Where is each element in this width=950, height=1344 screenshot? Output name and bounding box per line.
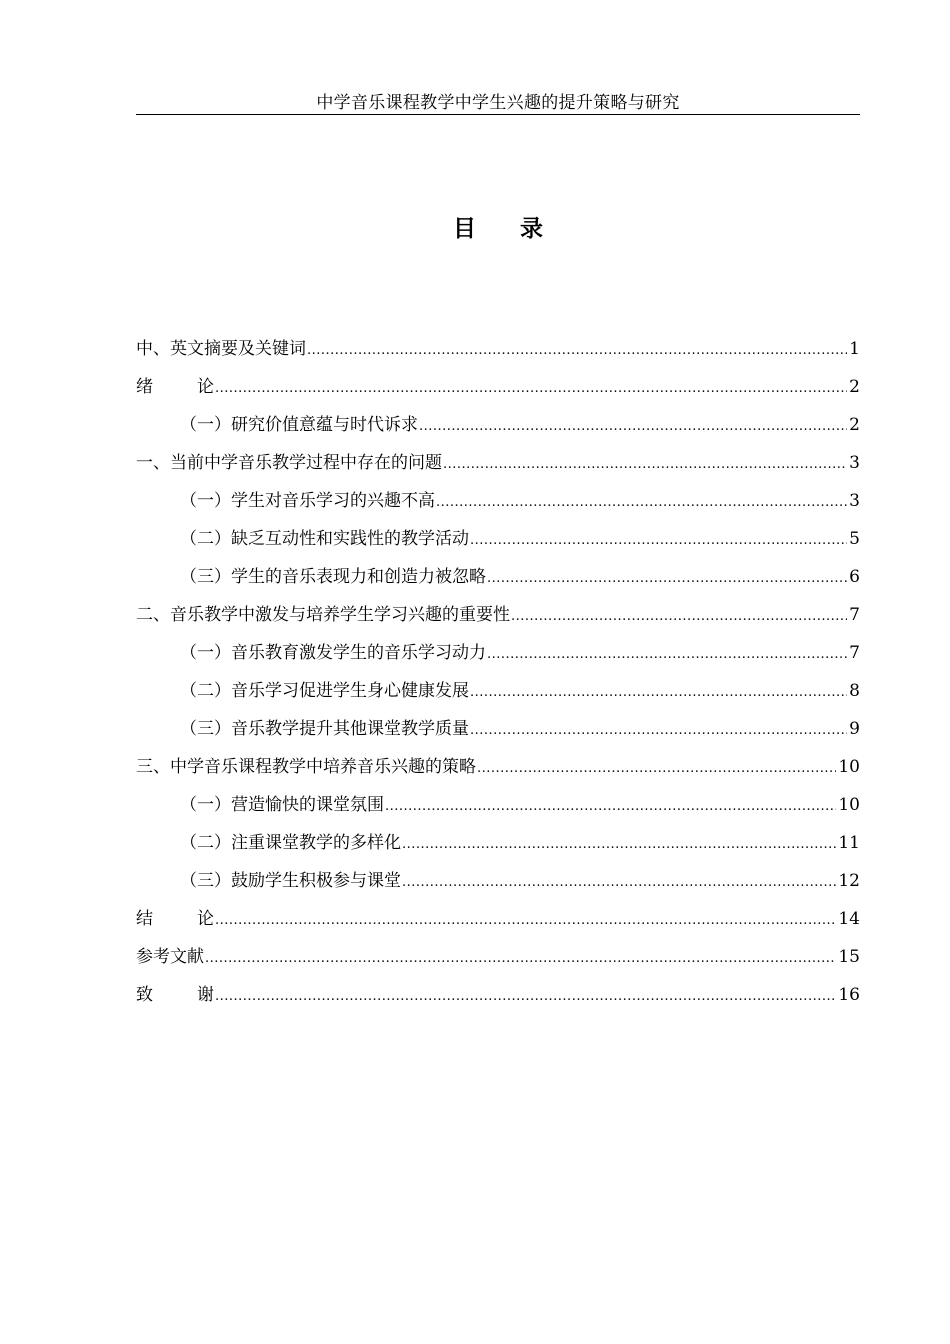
toc-entry-label-part-1: 结	[136, 909, 153, 929]
toc-leader-dots	[511, 598, 847, 636]
toc-leader-dots	[215, 902, 836, 940]
toc-entry-acknowledgements[interactable]	[136, 976, 860, 1014]
toc-entry-label: （二）注重课堂教学的多样化	[180, 833, 401, 853]
toc-entry-label-part-1: 绪	[136, 377, 153, 397]
toc-entry-page: 5	[849, 529, 860, 549]
toc-entry-page: 6	[849, 567, 860, 587]
toc-entry-chapter-2-3[interactable]	[136, 710, 860, 748]
toc-entry-page: 11	[838, 833, 860, 853]
table-of-contents	[136, 330, 860, 1014]
toc-entry-page: 7	[849, 605, 860, 625]
toc-entry-page: 14	[838, 909, 860, 929]
toc-leader-dots	[215, 370, 847, 408]
toc-entry-chapter-2-1[interactable]	[136, 634, 860, 672]
toc-entry-page: 16	[838, 985, 860, 1005]
toc-entry-page: 10	[838, 795, 860, 815]
toc-leader-dots	[307, 332, 847, 370]
toc-leader-dots	[436, 484, 847, 522]
toc-leader-dots	[487, 636, 847, 674]
toc-entry-label: （一）研究价值意蕴与时代诉求	[180, 415, 418, 435]
toc-entry-chapter-3-3[interactable]	[136, 862, 860, 900]
toc-leader-dots	[487, 560, 847, 598]
toc-entry-label	[136, 976, 214, 1014]
toc-leader-dots	[402, 864, 836, 902]
toc-entry-page: 12	[838, 871, 860, 891]
toc-entry-label: 中、英文摘要及关键词	[136, 339, 306, 359]
toc-title-char-1: 目	[453, 215, 476, 242]
toc-leader-dots	[470, 712, 847, 750]
toc-entry-page: 8	[849, 681, 860, 701]
toc-entry-chapter-3[interactable]	[136, 748, 860, 786]
toc-entry-page: 2	[849, 377, 860, 397]
header-rule	[136, 114, 860, 115]
toc-entry-label: （三）学生的音乐表现力和创造力被忽略	[180, 567, 486, 587]
toc-entry-chapter-2[interactable]	[136, 596, 860, 634]
toc-leader-dots	[402, 826, 836, 864]
toc-entry-label: 二、音乐教学中激发与培养学生学习兴趣的重要性	[136, 605, 510, 625]
toc-title-char-2: 录	[520, 215, 543, 242]
toc-entry-conclusion[interactable]	[136, 900, 860, 938]
toc-entry-label: （二）缺乏互动性和实践性的教学活动	[180, 529, 469, 549]
toc-leader-dots	[477, 750, 836, 788]
toc-entry-label	[136, 368, 214, 406]
toc-entry-chapter-2-2[interactable]	[136, 672, 860, 710]
running-header: 中学音乐课程教学中学生兴趣的提升策略与研究	[316, 93, 680, 113]
toc-entry-chapter-3-1[interactable]	[136, 786, 860, 824]
toc-entry-page: 2	[849, 415, 860, 435]
toc-entry-label: （一）学生对音乐学习的兴趣不高	[180, 491, 435, 511]
toc-entry-page: 7	[849, 643, 860, 663]
toc-entry-label-part-1: 致	[136, 985, 153, 1005]
toc-entry-chapter-1-1[interactable]	[136, 482, 860, 520]
toc-leader-dots	[215, 978, 836, 1016]
toc-entry-label	[136, 900, 214, 938]
toc-entry-page: 3	[849, 491, 860, 511]
toc-entry-chapter-1[interactable]	[136, 444, 860, 482]
toc-title	[0, 214, 950, 244]
toc-leader-dots	[443, 446, 847, 484]
toc-entry-chapter-1-3[interactable]	[136, 558, 860, 596]
toc-entry-chapter-1-2[interactable]	[136, 520, 860, 558]
toc-entry-references[interactable]	[136, 938, 860, 976]
toc-entry-chapter-3-2[interactable]	[136, 824, 860, 862]
toc-entry-label-part-2: 论	[197, 909, 214, 929]
toc-leader-dots	[205, 940, 836, 978]
toc-entry-label: （一）音乐教育激发学生的音乐学习动力	[180, 643, 486, 663]
toc-entry-intro-1[interactable]	[136, 406, 860, 444]
toc-leader-dots	[470, 522, 847, 560]
toc-entry-page: 15	[838, 947, 860, 967]
toc-entry-label: （一）营造愉快的课堂氛围	[180, 795, 384, 815]
toc-entry-label: （二）音乐学习促进学生身心健康发展	[180, 681, 469, 701]
toc-entry-label-part-2: 论	[197, 377, 214, 397]
toc-entry-page: 9	[849, 719, 860, 739]
toc-entry-label-part-2: 谢	[197, 985, 214, 1005]
toc-entry-introduction[interactable]	[136, 368, 860, 406]
toc-leader-dots	[385, 788, 836, 826]
toc-entry-abstract[interactable]	[136, 330, 860, 368]
toc-leader-dots	[419, 408, 847, 446]
toc-entry-page: 1	[849, 339, 860, 359]
toc-leader-dots	[470, 674, 847, 712]
toc-entry-label: （三）音乐教学提升其他课堂教学质量	[180, 719, 469, 739]
toc-entry-page: 3	[849, 453, 860, 473]
toc-entry-label: 参考文献	[136, 947, 204, 967]
toc-entry-label: 一、当前中学音乐教学过程中存在的问题	[136, 453, 442, 473]
toc-entry-page: 10	[838, 757, 860, 777]
toc-entry-label: 三、中学音乐课程教学中培养音乐兴趣的策略	[136, 757, 476, 777]
toc-entry-label: （三）鼓励学生积极参与课堂	[180, 871, 401, 891]
